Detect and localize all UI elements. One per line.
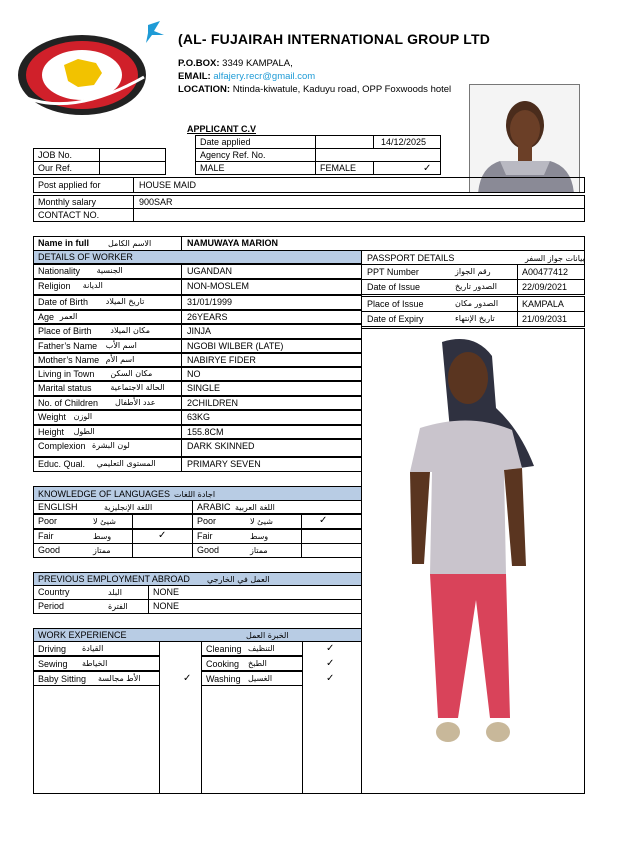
experience-right-check-icon: ✓ (326, 658, 335, 669)
passport-row-value: KAMPALA (522, 299, 564, 309)
experience-heading: WORK EXPERIENCE (38, 630, 127, 640)
worker-row-label-ar: عدد الأطفال (115, 398, 156, 407)
period-value: NONE (153, 601, 180, 611)
location-value: Ntinda-kiwatule, Kaduyu road, OPP Foxwoods hotel (232, 84, 452, 95)
worker-row-label-ar: الطول (73, 427, 95, 436)
female-check-icon: ✓ (423, 163, 432, 174)
employment-heading: PREVIOUS EMPLOYMENT ABROAD (38, 574, 190, 584)
name-label-ar: الاسم الكامل (108, 239, 152, 248)
worker-row-value: JINJA (187, 326, 212, 336)
email-link[interactable]: alfajery.recr@gmail.com (213, 71, 316, 82)
worker-row-label-ar: الوزن (73, 412, 93, 421)
country-label: Country (38, 587, 70, 597)
our-ref-label: Our Ref. (38, 163, 73, 173)
experience-right-label-ar: التنظيف (248, 644, 275, 653)
worker-details-heading: DETAILS OF WORKER (38, 252, 133, 262)
name-value: NAMUWAYA MARION (187, 238, 279, 248)
employment-heading-ar: العمل في الخارجي (207, 575, 270, 584)
worker-row-label: Weight (38, 412, 66, 422)
agency-ref-label: Agency Ref. No. (200, 150, 266, 160)
experience-right-label: Cooking (206, 659, 240, 669)
experience-heading-ar: الخبرة العمل (246, 631, 289, 640)
worker-row-value: 31/01/1999 (187, 297, 233, 307)
salary-label: Monthly salary (38, 197, 97, 207)
worker-row-value: DARK SKINNED (187, 441, 255, 451)
country-label-ar: البلد (108, 588, 122, 597)
job-no-label: JOB No. (38, 150, 73, 160)
worker-row-label: No. of Children (38, 398, 99, 408)
experience-left-label-ar: الأط مجالسة (98, 674, 141, 683)
period-label: Period (38, 601, 65, 611)
job-no-value-cell (99, 148, 166, 162)
post-label: Post applied for (38, 180, 101, 190)
name-label: Name in full (38, 238, 90, 248)
male-label: MALE (200, 163, 225, 173)
pobox-label: P.O.BOX: (178, 58, 220, 69)
period-label-ar: الفترة (108, 602, 128, 611)
english-level-check-icon: ✓ (158, 530, 167, 541)
our-ref-value-cell (99, 161, 166, 175)
passport-heading: PASSPORT DETAILS (367, 253, 455, 263)
passport-row-value: 21/09/2031 (522, 314, 568, 324)
passport-row-label: PPT Number (367, 267, 419, 277)
experience-right-check-icon: ✓ (326, 673, 335, 684)
worker-row-value: 26YEARS (187, 312, 228, 322)
worker-row-value: NO (187, 369, 201, 379)
worker-row-label: Date of Birth (38, 297, 89, 307)
english-check-cell (132, 514, 193, 529)
arabic-level-label-ar: شيئ لا (250, 517, 273, 526)
full-body-photo-icon (400, 338, 550, 758)
agency-ref-value-cell (315, 148, 441, 162)
post-value-cell (133, 177, 585, 193)
english-level-label: Poor (38, 516, 58, 526)
worker-row-label: Place of Birth (38, 326, 92, 336)
date-applied-value: 14/12/2025 (381, 137, 427, 147)
passport-row-label-ar: رقم الجواز (455, 267, 491, 276)
arabic-check-cell (301, 543, 362, 558)
worker-row-value: NGOBI WILBER (LATE) (187, 341, 284, 351)
female-label: FEMALE (320, 163, 357, 173)
worker-row-label-ar: تاريخ الميلاد (105, 297, 145, 306)
worker-row-label: Height (38, 427, 65, 437)
worker-row-label: Educ. Qual. (38, 459, 86, 469)
country-value-cell (148, 585, 362, 600)
worker-row-label: Nationality (38, 266, 81, 276)
salary-value-cell (133, 195, 585, 209)
applicant-cv-heading: APPLICANT C.V (187, 124, 257, 134)
arabic-level-label-ar: ممتاز (250, 546, 268, 555)
passport-row-label: Date of Issue (367, 282, 421, 292)
worker-row-value: PRIMARY SEVEN (187, 459, 261, 469)
worker-row-value: NABIRYE FIDER (187, 355, 256, 365)
passport-row-label-ar: تاريخ الإنتهاء (455, 314, 495, 323)
passport-row-value: 22/09/2021 (522, 282, 568, 292)
worker-row-label-ar: الجنسية (96, 266, 123, 275)
worker-row-label-ar: لون البشرة (92, 441, 130, 450)
english-level-label-ar: وسط (93, 532, 112, 541)
worker-row-label: Complexion (38, 441, 86, 451)
contact-value-cell (133, 208, 585, 222)
arabic-label: ARABIC (197, 502, 231, 512)
english-level-label-ar: شيئ لا (93, 517, 116, 526)
arabic-check-cell (301, 514, 362, 529)
worker-row-value: UGANDAN (187, 266, 233, 276)
experience-left-check-icon: ✓ (183, 673, 192, 684)
languages-heading: KNOWLEDGE OF LANGUAGES (38, 489, 171, 499)
location-line (178, 84, 451, 95)
worker-row-label-ar: الحالة الاجتماعية (110, 383, 165, 392)
company-logo-icon (4, 17, 169, 117)
passport-row-label-ar: الصدور تاريخ (455, 282, 497, 291)
worker-row-value: 63KG (187, 412, 211, 422)
worker-row-label-ar: مكان السكن (110, 369, 153, 378)
arabic-level-check-icon: ✓ (319, 515, 328, 526)
email-label: EMAIL: (178, 71, 211, 82)
worker-row-label-ar: العمر (59, 312, 78, 321)
experience-left-label: Sewing (38, 659, 68, 669)
passport-row-value: A00477412 (522, 267, 569, 277)
experience-right-check-icon: ✓ (326, 643, 335, 654)
location-label: LOCATION: (178, 84, 231, 95)
arabic-check-cell (301, 529, 362, 544)
experience-left-label-ar: الخياطة (82, 659, 108, 668)
experience-left-label-ar: القيادة (82, 644, 104, 653)
experience-right-label-ar: الطبخ (248, 659, 267, 668)
arabic-level-label-ar: وسط (250, 532, 269, 541)
english-label-ar: اللغة الإنجليزية (104, 503, 153, 512)
worker-row-value: SINGLE (187, 383, 221, 393)
worker-row-label: Marital status (38, 383, 92, 393)
passport-heading-ar: بيانات جواز السفر (525, 254, 585, 263)
worker-value-cell (181, 367, 362, 381)
worker-row-value: 2CHILDREN (187, 398, 239, 408)
date-applied-label: Date applied (200, 137, 251, 147)
worker-row-label: Age (38, 312, 55, 322)
arabic-level-label: Good (197, 545, 220, 555)
pobox-line (178, 58, 293, 69)
email-line (178, 71, 315, 82)
worker-row-label-ar: مكان الميلاد (110, 326, 150, 335)
worker-row-label-ar: اسم الأم (105, 355, 135, 364)
worker-row-label-ar: اسم الأب (105, 341, 137, 350)
worker-row-label: Living in Town (38, 369, 95, 379)
experience-right-label-ar: الغسيل (248, 674, 273, 683)
experience-left-label: Driving (38, 644, 67, 654)
worker-label-cell (33, 310, 182, 324)
worker-row-label: Father’s Name (38, 341, 98, 351)
arabic-level-label: Poor (197, 516, 217, 526)
arabic-level-label: Fair (197, 531, 213, 541)
worker-row-label-ar: المستوى التعليمي (96, 459, 156, 468)
english-label: ENGLISH (38, 502, 78, 512)
experience-left-check-col (159, 641, 202, 794)
date-applied-blank-cell (315, 135, 374, 149)
experience-right-label: Cleaning (206, 644, 242, 654)
experience-right-label: Washing (206, 674, 241, 684)
country-value: NONE (153, 587, 180, 597)
arabic-label-ar: اللغة العربية (235, 503, 275, 512)
passport-row-label: Place of Issue (367, 299, 424, 309)
salary-value: 900SAR (139, 197, 173, 207)
worker-row-value: 155.8CM (187, 427, 224, 437)
passport-row-label-ar: الصدور مكان (455, 299, 499, 308)
company-name: (AL- FUJAIRAH INTERNATIONAL GROUP LTD (178, 31, 491, 47)
post-value: HOUSE MAID (139, 180, 197, 190)
english-level-label: Fair (38, 531, 54, 541)
worker-row-label: Mother’s Name (38, 355, 100, 365)
worker-row-label-ar: الديانة (82, 281, 103, 290)
worker-row-value: NON-MOSLEM (187, 281, 250, 291)
english-level-label: Good (38, 545, 61, 555)
english-check-cell (132, 543, 193, 558)
worker-row-label: Religion (38, 281, 71, 291)
english-level-label-ar: ممتاز (93, 546, 111, 555)
contact-label: CONTACT NO. (38, 210, 100, 220)
passport-row-label: Date of Expiry (367, 314, 424, 324)
period-value-cell (148, 599, 362, 614)
experience-left-label: Baby Sitting (38, 674, 87, 684)
pobox-value: 3349 KAMPALA, (222, 58, 293, 69)
languages-heading-ar: اجادة اللغات (174, 490, 216, 499)
